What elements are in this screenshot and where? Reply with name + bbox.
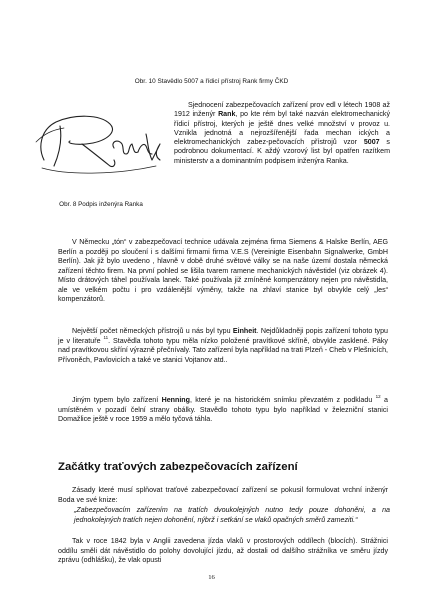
figure-caption-8: Obr. 8 Podpis inženýra Ranka bbox=[59, 201, 143, 208]
paragraph-henning: Jiným typem bylo zařízení Henning, které je na historickém snímku převzatém z podkladu $^{12}$ a umístěném v pozadí čelní strany obálky. Stavědlo tohoto typu bylo například v železniční stanici Domažlice ještě v roce 1959 a mělo tyčová táhla. bbox=[58, 394, 388, 423]
figure-caption-10: Obr. 10 Stavědlo 5007 a řídicí přístroj Rank firmy ČKD bbox=[134, 78, 289, 85]
signature-image bbox=[30, 108, 166, 180]
paragraph-principles: Zásady které musí splňovat traťové zabezpečovací zařízení se pokusil formulovat vrchní inženýr Boda ve své knize: bbox=[58, 486, 388, 504]
paragraph-germany: V Německu „tón“ v zabezpečovací technice udávala zejména firma Siemens & Halske Berlín, AEG Berlín a později po sloučení i s dalšími firmami firma V.E.S (Vereinigte Eisenbahn Signalwerke, GmbH Berlín). Jak již bylo uvedeno , hlavně v době druhé světové války se na naše území dostala německá zařízení těchto firem. Na první pohled se lišila tvarem ramenе mechanických návěstidel (viz obrázek 4). Místo drátových táhel používala lanek. Také používala již zmíněné kompenzátory nejen pro návěstidla, ale ve velkém počtu i pro vzdálenější výměny, takže na zhlaví stanice byl obvykle celý „les“ kompenzátorů. bbox=[58, 238, 388, 303]
paragraph-rank: Sjednocení zabezpečovacích zařízení prov edl v létech 1908 až 1912 inženýr Rank, po kte rém byl také nazván elektromechanický řídicí přístroj, kterých je ještě dnes velké množství v provoz u. Vznikla jednotná a nejrozšířenější řada mechan ických a elektromechanických zabez-pečovacích přístrojů vzor 5007 s podrobnou dokumentací. K aždý vzorový list byl opatřen razítkem ministerstv a a dominantním podpisem inženýra Ranka. bbox=[174, 101, 390, 165]
page-number: 16 bbox=[208, 574, 215, 581]
rank-signature-drawing bbox=[30, 108, 166, 180]
quote-boda: „Zabezpečovacím zařízením na tratích dvoukolejných nutno tedy pouze dohoněni, a na jednokolejných tratích nejen dohonění, nýbrž i setkání se vlaků opačných směrů zameziti.“ bbox=[74, 506, 390, 524]
paragraph-einheit: Největší počet německých přístrojů u nás byl typu Einheit. Nejdůkladněji popis zařízení tohoto typu je v literatuře $^{11}$. Stavědla tohoto typu měla nízko položené pravítkové skříně, obvykle zasklené. Páky nad pravítkovou skříní výrazně přečnívaly. Tato zařízení byla například na trati Plzeň - Cheb v Plešnicích, Přívoněch, Pavlovicích a také ve stanici Vojtanov atd.. bbox=[58, 327, 388, 364]
section-heading: Začátky traťových zabezpečovacích zařízení bbox=[58, 461, 298, 473]
paragraph-blocks: Tak v roce 1842 byla v Anglii zavedena jízda vlaků v prostorových oddílech (blocích). Strážnici oddílu směli dát návěstidlo do polohy dovolující jízdu, až dostali od dalšího strážníka ve směru jízdy zprávu (odhlášku), že vlak opusti bbox=[58, 537, 388, 564]
